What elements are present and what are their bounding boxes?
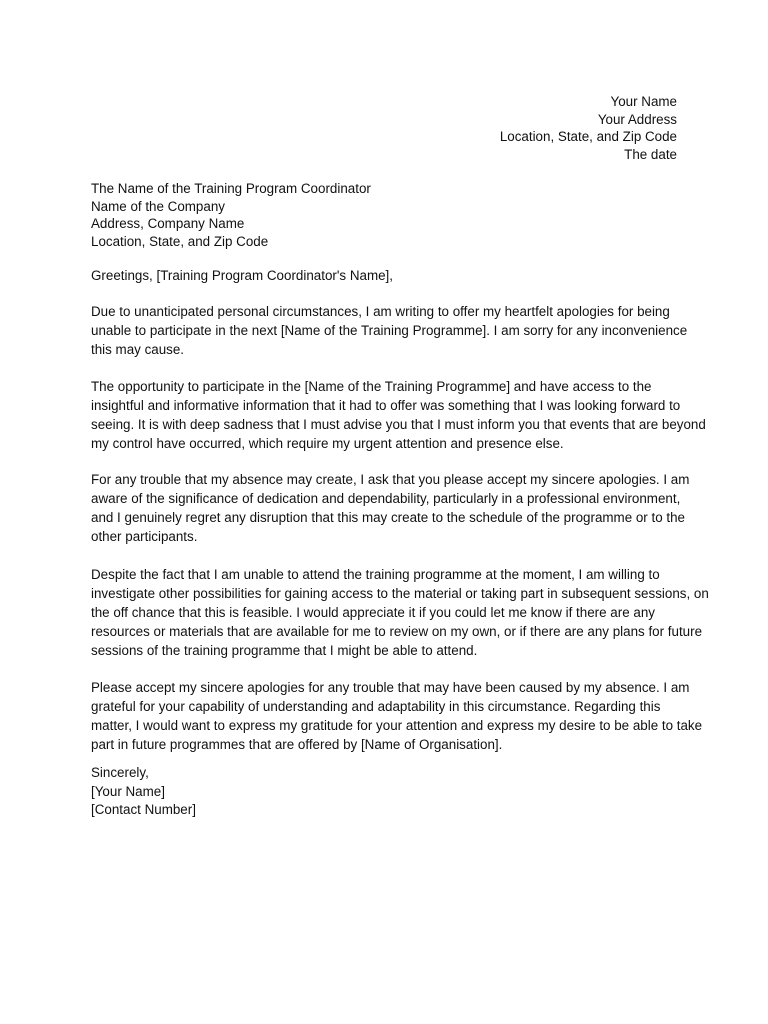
paragraph-line: grateful for your capability of understanding and adaptability in this circumstance. Regarding this (91, 698, 661, 714)
paragraph-line: unable to participate in the next [Name of the Training Programme]. I am sorry for any inconvenience (91, 322, 688, 338)
paragraph-line: and I genuinely regret any disruption that this may create to the schedule of the programme or to the (91, 509, 685, 525)
paragraph-2 (91, 378, 706, 454)
paragraph-line: The opportunity to participate in the [Name of the Training Programme] and have access to the (91, 379, 652, 394)
recipient-location: Location, State, and Zip Code (91, 233, 269, 249)
recipient-company: Name of the Company (91, 198, 225, 214)
paragraph-3 (91, 471, 691, 547)
paragraph-line: part in future programmes that are offered by [Name of Organisation]. (91, 736, 503, 752)
recipient-block (91, 180, 371, 250)
paragraph-line: aware of the significance of dedication and dependability, particularly in a professional environment, (91, 490, 681, 506)
paragraph-line: my control have occurred, which require my urgent attention and presence else. (91, 435, 564, 451)
sender-location: Location, State, and Zip Code (499, 129, 677, 144)
sender-name: Your Name (610, 94, 677, 109)
closing-salutation: Sincerely, (91, 765, 149, 780)
recipient-title: The Name of the Training Program Coordinator (91, 181, 371, 196)
paragraph-line: the off chance that this is feasible. I would appreciate it if you could let me know if there are any (91, 604, 655, 620)
paragraph-line: Despite the fact that I am unable to attend the training programme at the moment, I am willing to (91, 567, 660, 582)
paragraph-line: For any trouble that my absence may create, I ask that you please accept my sincere apologies. I am (91, 472, 690, 487)
paragraph-5 (91, 679, 703, 755)
paragraph-line: Please accept my sincere apologies for any trouble that may have been caused by my absence. I am (91, 680, 690, 695)
letter-date: The date (624, 146, 677, 162)
paragraph-line: resources or materials that are available for me to review on my own, or if there are any plans for future (91, 623, 703, 639)
closing-contact: [Contact Number] (91, 802, 196, 817)
paragraph-line: investigate other possibilities for gaining access to the material or taking part in subsequent sessions, on (91, 585, 709, 601)
greeting: Greetings, [Training Program Coordinator's Name], (91, 268, 393, 283)
closing-name: [Your Name] (91, 783, 165, 799)
paragraph-1 (91, 303, 691, 360)
paragraph-line: matter, I would want to express my gratitude for your attention and express my desire to be able to take (91, 717, 703, 733)
closing-block (91, 764, 196, 820)
paragraph-line: Due to unanticipated personal circumstances, I am writing to offer my heartfelt apologies for being (91, 304, 670, 319)
paragraph-line: insightful and informative information that it had to offer was something that I was looking forward to (91, 397, 681, 413)
sender-address: Your Address (597, 111, 677, 127)
paragraph-4 (91, 566, 709, 661)
paragraph-line: sessions of the training programme that I might be able to attend. (91, 642, 478, 658)
recipient-address: Address, Company Name (91, 216, 245, 231)
sender-block (500, 93, 677, 163)
paragraph-line: seeing. It is with deep sadness that I must advise you that I must inform you that events that are beyond (91, 416, 706, 432)
paragraph-line: other participants. (91, 528, 198, 544)
paragraph-line: this may cause. (91, 341, 185, 357)
